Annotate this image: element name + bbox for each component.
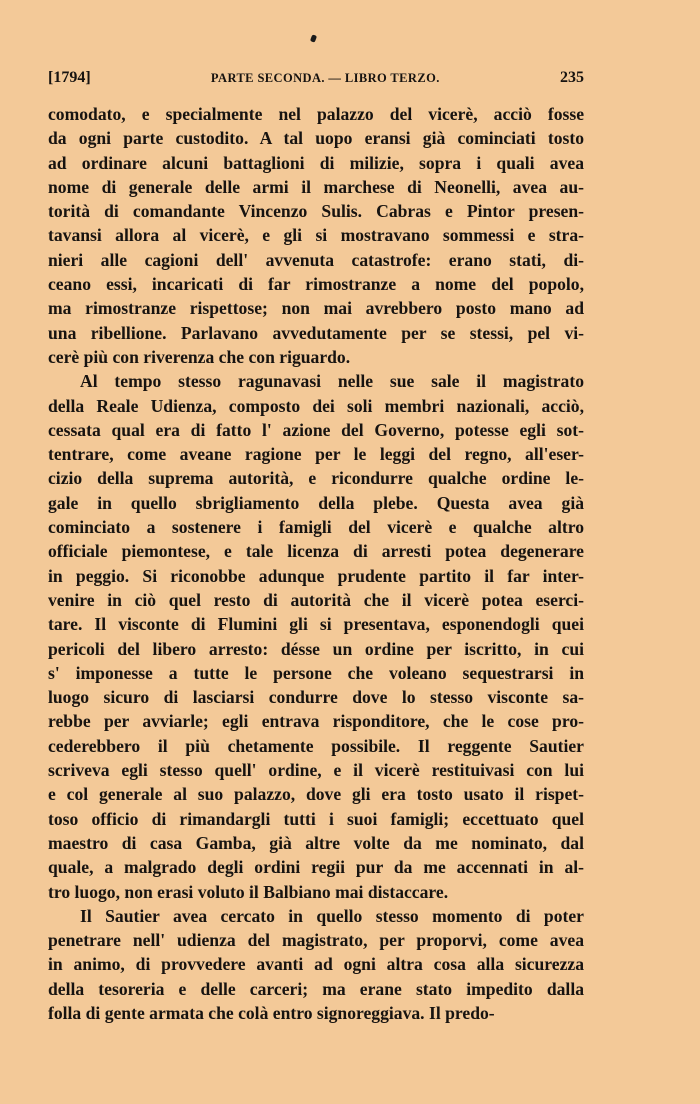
- header-section-title: PARTE SECONDA. — LIBRO TERZO.: [210, 71, 440, 85]
- text-line: e col generale al suo palazzo, dove gli era tosto usato il rispet-: [48, 784, 584, 805]
- text-line: Al tempo stesso ragunavasi nelle sue sale il magistrato: [80, 371, 584, 392]
- text-line: ma rimostranze rispettose; non mai avrebbero posto mano ad: [48, 298, 584, 319]
- text-line: da ogni parte custodito. A tal uopo eransi già cominciati tosto: [48, 128, 584, 149]
- text-line: comodato, e specialmente nel palazzo del vicerè, acciò fosse: [48, 104, 584, 124]
- text-line: tare. Il visconte di Flumini gli si presentava, esponendogli quei: [48, 614, 584, 635]
- text-line: officiale piemontese, e tale licenza di arresti potea degenerare: [48, 541, 584, 562]
- text-line: rebbe per avviarle; egli entrava risponditore, che le cose pro-: [48, 711, 584, 732]
- paragraph: [48, 369, 584, 904]
- text-line: ceano essi, incaricati di far rimostranze a nome del popolo,: [48, 274, 584, 295]
- text-line: della tesoreria e delle carceri; ma erane stato impedito dalla: [48, 978, 584, 999]
- text-line: quale, a malgrado degli ordini regii pur da me accennati in al-: [48, 857, 584, 878]
- text-line: toso officio di rimandargli tutti i suoi famigli; eccettuato quel: [48, 808, 584, 829]
- text-line: luogo sicuro di lasciarsi condurre dove lo stesso visconte sa-: [48, 687, 584, 708]
- body-text: [48, 102, 584, 1025]
- text-line: tentrare, come aveane ragione per le leggi del regno, all'eser-: [48, 444, 584, 465]
- book-page: [48, 66, 584, 1025]
- text-line: della Reale Udienza, composto dei soli membri nazionali, acciò,: [48, 395, 584, 416]
- text-line: s' imponesse a tutte le persone che voleano sequestrarsi in: [48, 662, 584, 683]
- text-line: gale in quello sbrigliamento della plebe. Questa avea già: [48, 492, 584, 513]
- text-line: Il Sautier avea cercato in quello stesso momento di poter: [80, 905, 584, 926]
- text-line: ad ordinare alcuni battaglioni di milizie, sopra i quali avea: [48, 152, 584, 173]
- text-line: scriveva egli stesso quell' ordine, e il vicerè restituivasi con lui: [48, 760, 584, 781]
- text-line: tavansi allora al vicerè, e gli si mostravano sommessi e stra-: [48, 225, 584, 246]
- text-line: nome di generale delle armi il marchese di Neonelli, avea au-: [48, 176, 584, 197]
- text-line: venire in ciò quel resto di autorità che il vicerè potea eserci-: [48, 589, 584, 610]
- text-line: in peggio. Si riconobbe adunque prudente partito il far inter-: [48, 565, 584, 586]
- running-header: [48, 66, 584, 102]
- text-line: cizio della suprema autorità, e ricondurre qualche ordine le-: [48, 468, 584, 489]
- text-line: pericoli del libero arresto: désse un ordine per iscritto, in cui: [48, 638, 584, 659]
- page-number: 235: [559, 69, 584, 86]
- header-year: [1794]: [48, 69, 91, 86]
- text-line: penetrare nell' udienza del magistrato, per proporvi, come avea: [48, 930, 584, 951]
- paragraph: [48, 904, 584, 1025]
- paragraph: [48, 102, 584, 369]
- text-line: cederebbero il più chetamente possibile. Il reggente Sautier: [48, 735, 584, 756]
- text-line: cerè più con riverenza che con riguardo.: [48, 346, 351, 367]
- text-line: torità di comandante Vincenzo Sulis. Cabras e Pintor presen-: [48, 201, 584, 222]
- ink-mark: [310, 34, 317, 42]
- text-line: cominciato a sostenere i famigli del vicerè e qualche altro: [48, 517, 584, 538]
- text-line: maestro di casa Gamba, già altre volte da me nominato, dal: [48, 832, 584, 853]
- text-line: tro luogo, non erasi voluto il Balbiano mai distaccare.: [48, 881, 449, 902]
- text-line: una ribellione. Parlavano avvedutamente per se stessi, pel vi-: [48, 322, 584, 343]
- text-line: nieri alle cagioni dell' avvenuta catastrofe: erano stati, di-: [48, 249, 584, 270]
- text-line: folla di gente armata che colà entro signoreggiava. Il predo-: [48, 1002, 495, 1023]
- text-line: in animo, di provvedere avanti ad ogni altra cosa alla sicurezza: [48, 954, 584, 975]
- text-line: cessata qual era di fatto l' azione del Governo, potesse egli sot-: [48, 419, 584, 440]
